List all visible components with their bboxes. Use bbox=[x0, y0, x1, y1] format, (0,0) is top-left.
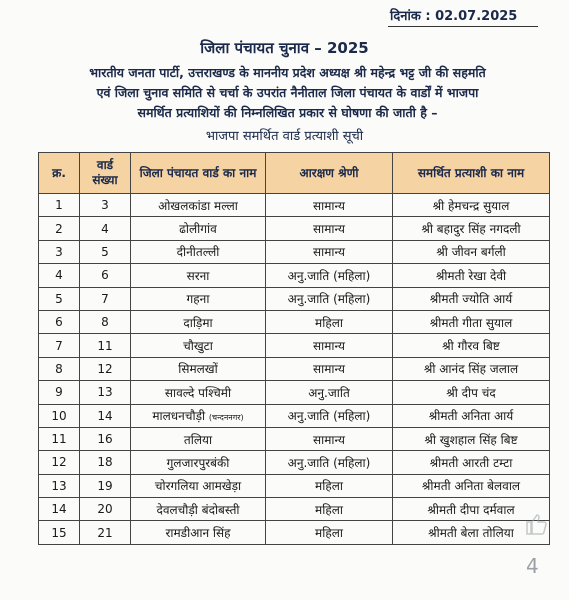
cell-candidate: श्रीमती आरती टम्टा bbox=[393, 451, 550, 474]
intro-line: भारतीय जनता पार्टी, उत्तराखण्ड के माननीय प्रदेश अध्यक्ष श्री महेन्द्र भट्ट जी की सहमति bbox=[89, 65, 486, 80]
cell-ward-number: 3 bbox=[80, 194, 131, 217]
table-row bbox=[39, 357, 550, 380]
cell-reservation: महिला bbox=[266, 310, 393, 333]
cell-ward-number: 16 bbox=[80, 427, 131, 450]
cell-reservation: अनु.जाति (महिला) bbox=[266, 451, 393, 474]
cell-candidate: श्री हेमचन्द्र सुयाल bbox=[393, 194, 550, 217]
header-candidate: समर्थित प्रत्याशी का नाम bbox=[393, 153, 550, 194]
cell-candidate: श्री जीवन बर्गली bbox=[393, 240, 550, 263]
cell-ward-name: ढोलीगांव bbox=[131, 217, 266, 240]
cell-ward-name: चौखुटा bbox=[131, 334, 266, 357]
table-row bbox=[39, 334, 550, 357]
cell-ward-number: 14 bbox=[80, 404, 131, 427]
cell-serial: 9 bbox=[39, 381, 80, 404]
table-row bbox=[39, 404, 550, 427]
table-row bbox=[39, 498, 550, 521]
cell-candidate: श्रीमती अनिता बेलवाल bbox=[393, 474, 550, 497]
cell-serial: 6 bbox=[39, 310, 80, 333]
cell-ward-name: देवलचौड़ी बंदोबस्ती bbox=[131, 498, 266, 521]
cell-reservation: अनु.जाति (महिला) bbox=[266, 287, 393, 310]
cell-reservation: सामान्य bbox=[266, 194, 393, 217]
intro-paragraph bbox=[60, 63, 515, 123]
cell-candidate: श्रीमती गीता सुयाल bbox=[393, 310, 550, 333]
table-row bbox=[39, 310, 550, 333]
cell-ward-name: सरना bbox=[131, 264, 266, 287]
cell-ward-number: 6 bbox=[80, 264, 131, 287]
cell-ward-name: मालधनचौड़ी (चन्दननगर) bbox=[131, 404, 266, 427]
table-row bbox=[39, 287, 550, 310]
cell-serial: 7 bbox=[39, 334, 80, 357]
cell-candidate: श्री दीप चंद bbox=[393, 381, 550, 404]
header-serial: क्र. bbox=[39, 153, 80, 194]
cell-candidate: श्रीमती रेखा देवी bbox=[393, 264, 550, 287]
header-ward-number: वार्ड संख्या bbox=[80, 153, 131, 194]
cell-candidate: श्रीमती अनिता आर्य bbox=[393, 404, 550, 427]
cell-candidate: श्री बहादुर सिंह नगदली bbox=[393, 217, 550, 240]
cell-ward-name: ओखलकांडा मल्ला bbox=[131, 194, 266, 217]
table-row bbox=[39, 521, 550, 544]
cell-reservation: अनु.जाति (महिला) bbox=[266, 264, 393, 287]
date-label: दिनांक : 02.07.2025 bbox=[390, 9, 518, 24]
table-row bbox=[39, 194, 550, 217]
cell-ward-name: चोरगलिया आमखेड़ा bbox=[131, 474, 266, 497]
cell-reservation: महिला bbox=[266, 521, 393, 544]
cell-serial: 2 bbox=[39, 217, 80, 240]
cell-candidate: श्री गौरव बिष्ट bbox=[393, 334, 550, 357]
cell-ward-number: 13 bbox=[80, 381, 131, 404]
cell-reservation: सामान्य bbox=[266, 334, 393, 357]
cell-reservation: अनु.जाति bbox=[266, 381, 393, 404]
cell-serial: 8 bbox=[39, 357, 80, 380]
cell-ward-number: 4 bbox=[80, 217, 131, 240]
page-title: जिला पंचायत चुनाव – 2025 bbox=[200, 39, 369, 57]
cell-reservation: सामान्य bbox=[266, 357, 393, 380]
cell-serial: 12 bbox=[39, 451, 80, 474]
cell-ward-number: 20 bbox=[80, 498, 131, 521]
cell-reservation: सामान्य bbox=[266, 240, 393, 263]
cell-serial: 4 bbox=[39, 264, 80, 287]
cell-reservation: महिला bbox=[266, 498, 393, 521]
table-row bbox=[39, 451, 550, 474]
table-row bbox=[39, 427, 550, 450]
cell-ward-name: रामडीआन सिंह bbox=[131, 521, 266, 544]
table-row bbox=[39, 264, 550, 287]
table-row bbox=[39, 381, 550, 404]
intro-line: समर्थित प्रत्याशियों की निम्नलिखित प्रकार से घोषणा की जाती है – bbox=[137, 105, 438, 120]
table-header-row bbox=[39, 153, 550, 194]
header-reservation: आरक्षण श्रेणी bbox=[266, 153, 393, 194]
table-row bbox=[39, 217, 550, 240]
header-ward-name: जिला पंचायत वार्ड का नाम bbox=[131, 153, 266, 194]
cell-reservation: महिला bbox=[266, 474, 393, 497]
cell-ward-number: 12 bbox=[80, 357, 131, 380]
candidate-table bbox=[38, 152, 550, 545]
cell-candidate: श्रीमती बेला तोलिया bbox=[393, 521, 550, 544]
cell-candidate: श्रीमती ज्योति आर्य bbox=[393, 287, 550, 310]
cell-serial: 14 bbox=[39, 498, 80, 521]
table-row bbox=[39, 474, 550, 497]
reaction-counter: 4 bbox=[526, 554, 539, 578]
cell-serial: 3 bbox=[39, 240, 80, 263]
cell-ward-number: 19 bbox=[80, 474, 131, 497]
cell-ward-number: 7 bbox=[80, 287, 131, 310]
cell-ward-name: दीनीतल्ली bbox=[131, 240, 266, 263]
thumbs-up-icon[interactable] bbox=[525, 512, 549, 536]
cell-serial: 11 bbox=[39, 427, 80, 450]
cell-ward-name: गुलजारपुरबंकी bbox=[131, 451, 266, 474]
cell-reservation: सामान्य bbox=[266, 217, 393, 240]
cell-ward-name: सिमलखों bbox=[131, 357, 266, 380]
cell-ward-name: सावल्दे पश्चिमी bbox=[131, 381, 266, 404]
cell-reservation: सामान्य bbox=[266, 427, 393, 450]
date-underline bbox=[388, 26, 538, 27]
list-title: भाजपा समर्थित वार्ड प्रत्याशी सूची bbox=[205, 129, 364, 144]
cell-serial: 1 bbox=[39, 194, 80, 217]
cell-ward-name: दाड़िमा bbox=[131, 310, 266, 333]
table-row bbox=[39, 240, 550, 263]
cell-ward-number: 8 bbox=[80, 310, 131, 333]
cell-ward-name: तलिया bbox=[131, 427, 266, 450]
cell-serial: 13 bbox=[39, 474, 80, 497]
cell-serial: 15 bbox=[39, 521, 80, 544]
intro-line: एवं जिला चुनाव समिति से चर्चा के उपरांत नैनीताल जिला पंचायत के वार्डों में भाजपा bbox=[96, 85, 479, 100]
cell-ward-number: 21 bbox=[80, 521, 131, 544]
cell-ward-number: 18 bbox=[80, 451, 131, 474]
cell-reservation: अनु.जाति (महिला) bbox=[266, 404, 393, 427]
cell-candidate: श्रीमती दीपा दर्मवाल bbox=[393, 498, 550, 521]
cell-serial: 10 bbox=[39, 404, 80, 427]
ward-name-note: (चन्दननगर) bbox=[208, 413, 244, 423]
cell-candidate: श्री आनंद सिंह जलाल bbox=[393, 357, 550, 380]
cell-serial: 5 bbox=[39, 287, 80, 310]
cell-ward-name: गहना bbox=[131, 287, 266, 310]
cell-ward-number: 11 bbox=[80, 334, 131, 357]
cell-ward-number: 5 bbox=[80, 240, 131, 263]
cell-candidate: श्री खुशहाल सिंह बिष्ट bbox=[393, 427, 550, 450]
